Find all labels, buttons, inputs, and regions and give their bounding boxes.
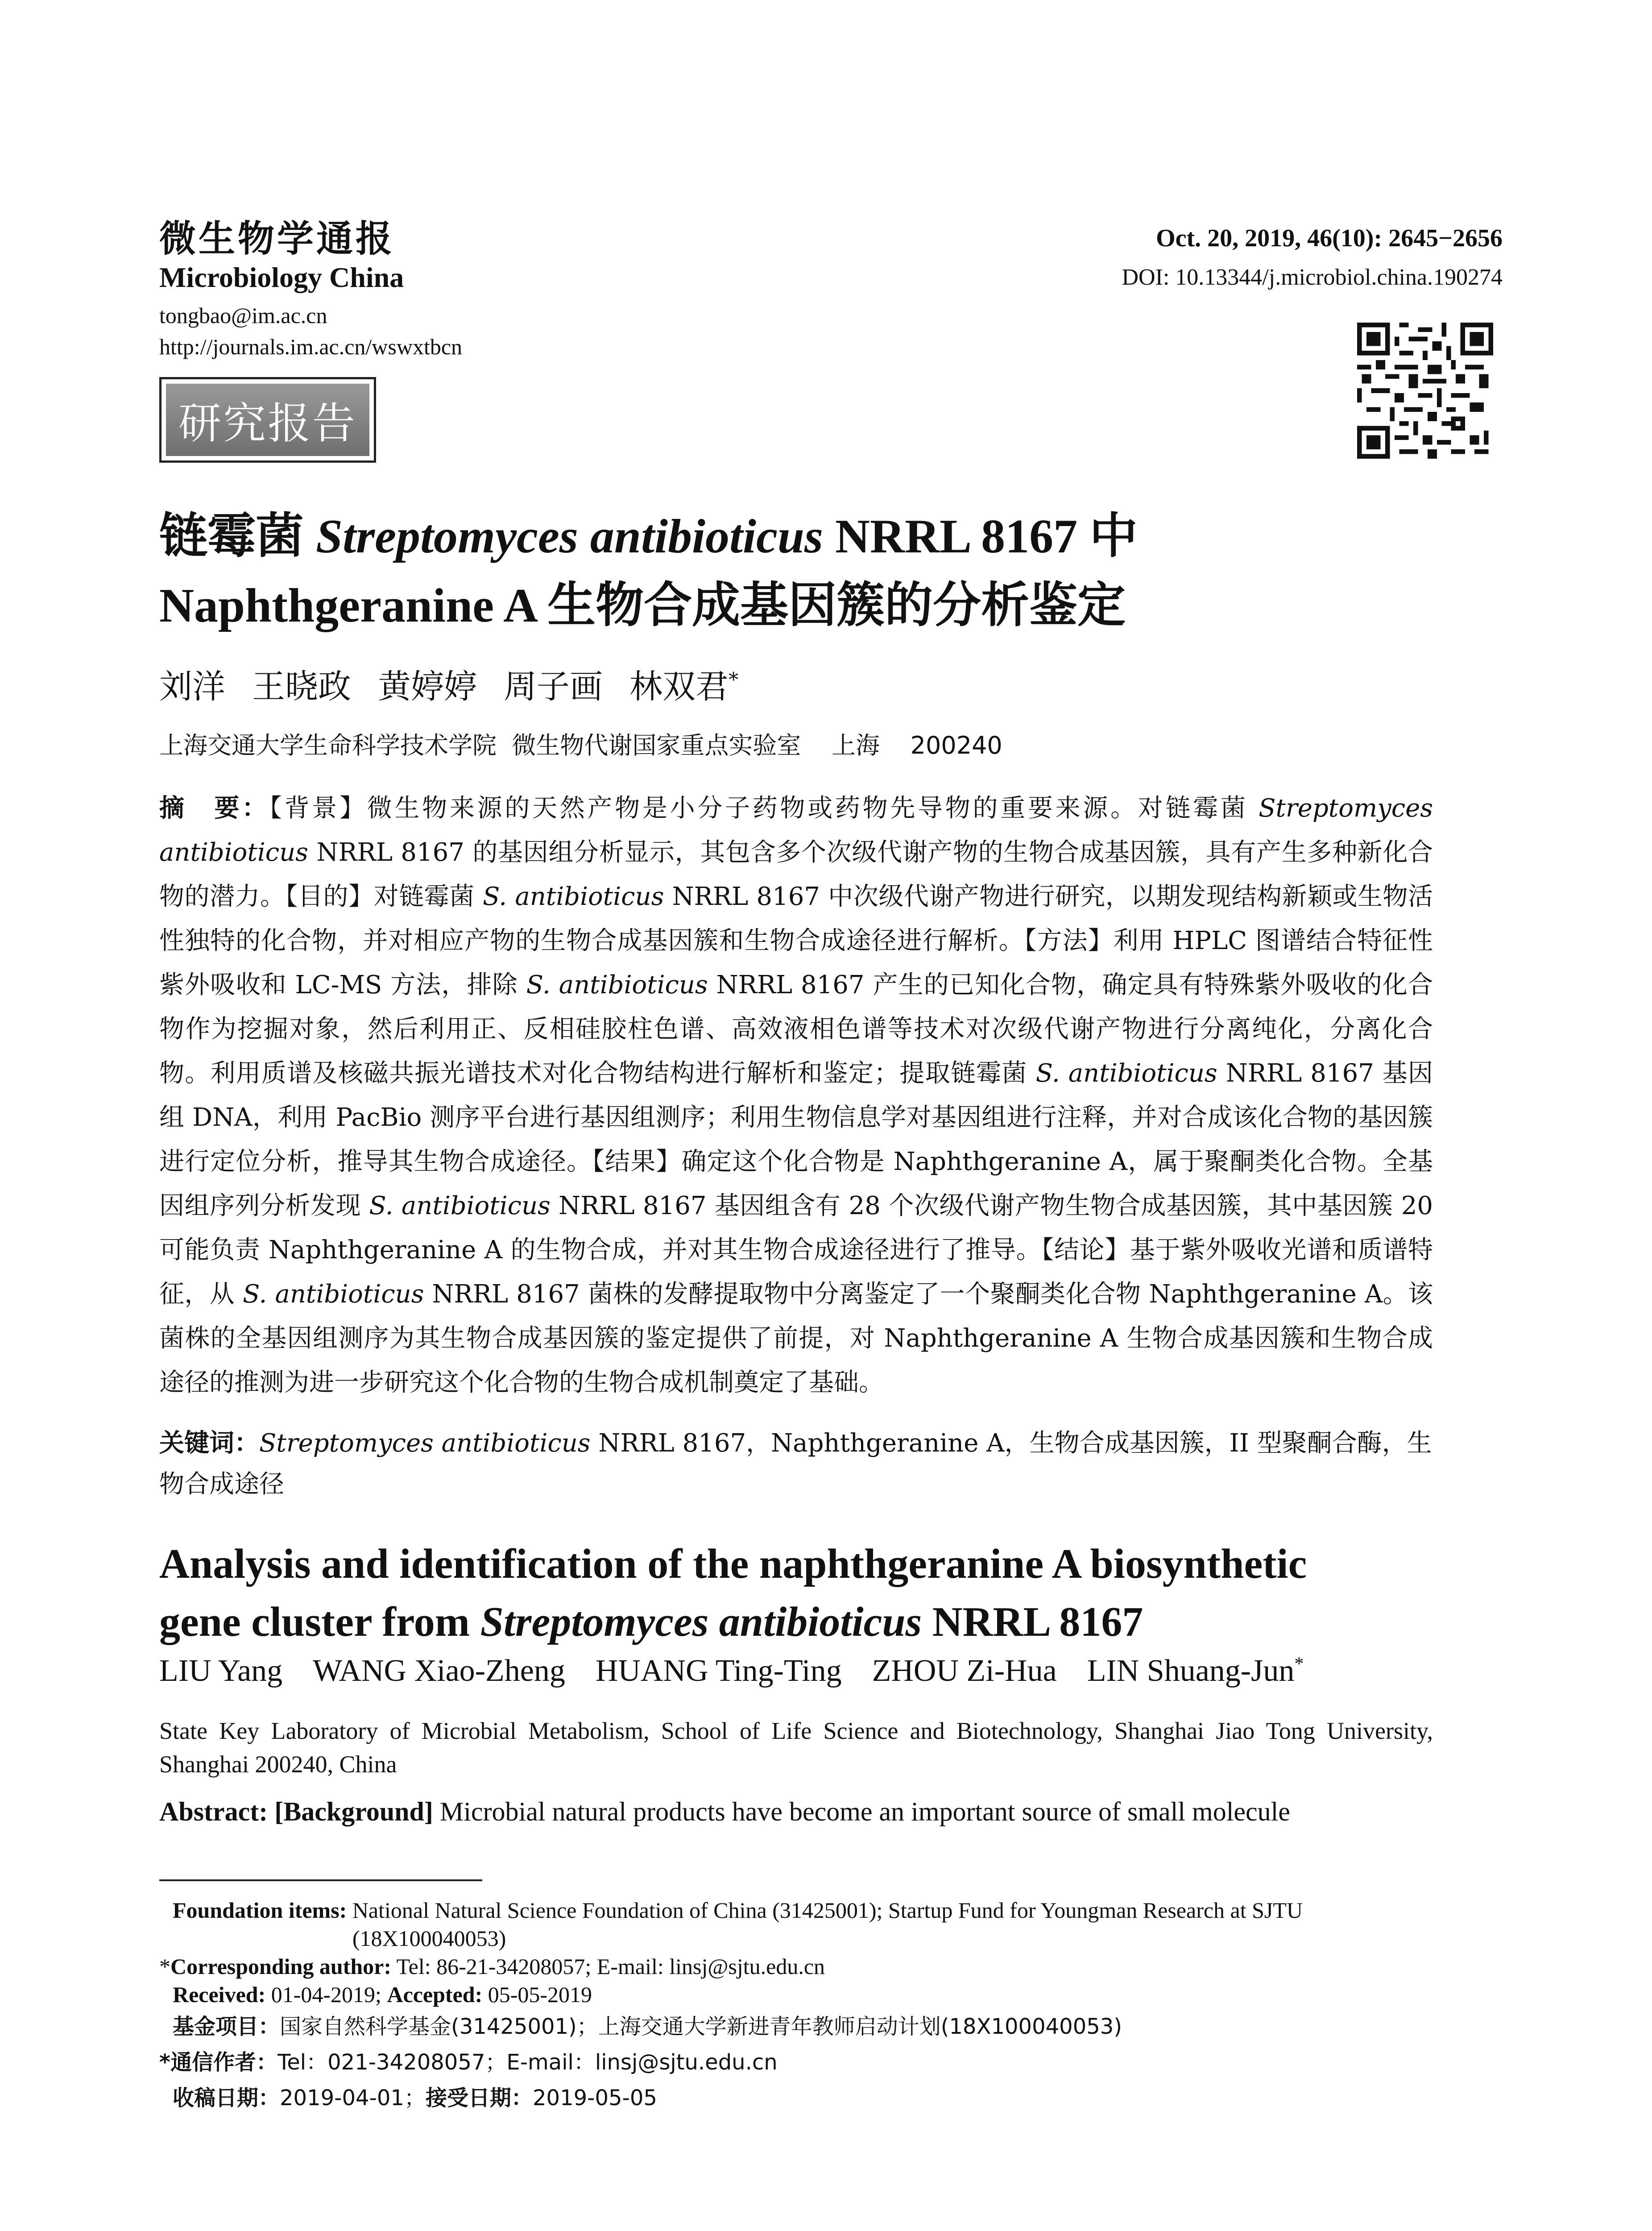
- title-cn: 链霉菌 Streptomyces antibioticus NRRL 8167 中 Naphthgeranine A 生物合成基因簇的分析鉴定: [159, 510, 1138, 632]
- journal-contact: [159, 300, 462, 362]
- section-tag: [159, 377, 376, 463]
- author-en: ZHOU Zi-Hua: [872, 1654, 1057, 1688]
- journal-title-en: Microbiology China: [159, 261, 404, 293]
- footnote-received: Received: 01-04-2019; Accepted: 05-05-2019: [173, 1982, 592, 2007]
- abstract-en: Abstract: [Background] Microbial natural products have become an important source of small molecule: [159, 1797, 1290, 1826]
- footnote-corresponding: *Corresponding author: Tel: 86-21-34208057; E-mail: linsj@sjtu.edu.cn: [159, 1954, 825, 1979]
- title-en: Analysis and identification of the naphthgeranine A biosynthetic gene cluster from Streptomyces antibioticus NRRL 8167: [159, 1541, 1307, 1645]
- author-cn: 王晓政: [252, 668, 351, 706]
- affiliation-en: State Key Laboratory of Microbial Metabolism, School of Life Science and Biotechnology, Shanghai Jiao Tong University, Shanghai 200240, China: [159, 1717, 1433, 1778]
- author-en: HUANG Ting-Ting: [595, 1654, 842, 1688]
- doi[interactable]: DOI: 10.13344/j.microbiol.china.190274: [1122, 265, 1503, 290]
- author-cn: 林双君: [629, 668, 729, 706]
- section-tag-label: 研究报告: [166, 384, 369, 456]
- issue-info: Oct. 20, 2019, 46(10): 2645−2656: [1156, 224, 1503, 252]
- journal-email[interactable]: tongbao@im.ac.cn: [159, 303, 327, 328]
- author-cn: 周子画: [504, 668, 603, 706]
- author-cn: 黄婷婷: [378, 668, 477, 706]
- qr-code-icon: [1357, 323, 1493, 459]
- footnotes: [159, 1896, 1433, 2116]
- abstract-cn: 摘 要：【背景】微生物来源的天然产物是小分子药物或药物先导物的重要来源。对链霉菌 Streptomyces antibioticus NRRL 8167 的基因组分析显示，其包含多个次级代谢产物的生物合成基因簇，具有产生多种新化合物的潜力。【目的】对链霉菌 S. antibioticus NRRL 8167 中次级代谢产物进行研究，以期发现结构新颖或生物活性独特的化合物，并对相应产物的生物合成基因簇和生物合成途径进行解析。【方法】利用 HPLC 图谱结合特征性紫外吸收和 LC-MS 方法，排除 S. antibioticus NRRL 8167 产生的已知化合物，确定具有特殊紫外吸收的化合物作为挖掘对象，然后利用正、反相硅胶柱色谱、高效液相色谱等技术对次级代谢产物进行分离纯化，分离化合物。利用质谱及核磁共振光谱技术对化合物结构进行解析和鉴定；提取链霉菌 S. antibioticus NRRL 8167 基因组 DNA，利用 PacBio 测序平台进行基因组测序；利用生物信息学对基因组进行注释，并对合成该化合物的基因簇进行定位分析，推导其生物合成途径。【结果】确定这个化合物是 Naphthgeranine A，属于聚酮类化合物。全基因组序列分析发现 S. antibioticus NRRL 8167 基因组含有 28 个次级代谢产物生物合成基因簇，其中基因簇 20 可能负责 Naphthgeranine A 的生物合成，并对其生物合成途径进行了推导。【结论】基于紫外吸收光谱和质谱特征，从 S. antibioticus NRRL 8167 菌株的发酵提取物中分离鉴定了一个聚酮类化合物 Naphthgeranine A。该菌株的全基因组测序为其生物合成基因簇的鉴定提供了前提，对 Naphthgeranine A 生物合成基因簇和生物合成途径的推测为进一步研究这个化合物的生物合成机制奠定了基础。: [159, 793, 1433, 1397]
- author-en: LIU Yang: [159, 1654, 283, 1688]
- journal-url[interactable]: http://journals.im.ac.cn/wswxtbcn: [159, 334, 463, 359]
- footnote-divider: [159, 1879, 482, 1881]
- authors-cn: 刘洋 王晓政 黄婷婷 周子画 林双君*: [159, 668, 739, 706]
- affiliation-cn: 上海交通大学生命科学技术学院 微生物代谢国家重点实验室 上海 200240: [159, 731, 1002, 759]
- authors-en: LIU Yang WANG Xiao-Zheng HUANG Ting-Ting ZHOU Zi-Hua LIN Shuang-Jun*: [159, 1654, 1304, 1688]
- keywords-cn: 关键词：Streptomyces antibioticus NRRL 8167，Naphthgeranine A，生物合成基因簇，II 型聚酮合酶，生物合成途径: [159, 1428, 1432, 1499]
- footnote-corresponding-cn: *通信作者：Tel：021-34208057；E-mail：linsj@sjtu.edu.cn: [159, 2050, 778, 2075]
- author-en: WANG Xiao-Zheng: [313, 1654, 565, 1688]
- author-cn: 刘洋: [159, 668, 225, 706]
- author-en: LIN Shuang-Jun: [1087, 1654, 1295, 1688]
- footnote-foundation: Foundation items: National Natural Science Foundation of China (31425001); Startup Fund for Youngman Research at SJTU (18X100040053): [173, 1898, 1303, 1951]
- journal-title-cn: 微生物学通报: [159, 217, 395, 260]
- footnote-dates-cn: 收稿日期：2019-04-01；接受日期：2019-05-05: [173, 2086, 657, 2111]
- footnote-fund-cn: 基金项目：国家自然科学基金(31425001)；上海交通大学新进青年教师启动计划(18X100040053): [173, 2014, 1122, 2039]
